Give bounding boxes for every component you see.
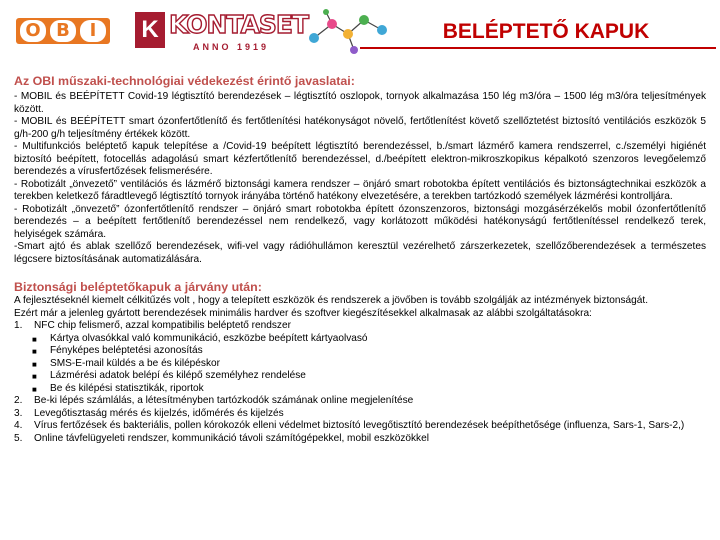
sub-list-item: ■ Lázmérési adatok belépí és kilépő személyhez rendelése xyxy=(32,370,306,381)
section1-paragraph: - MOBIL és BEÉPÍTETT Covid-19 légtisztító berendezések – légtisztító oszlopok, tornyok alkalmazása 150 lég m3/óra – 1500 lég m3/óra teljesítmények között. xyxy=(14,91,706,115)
section1-heading: Az OBI műszaki-technológiai védekezést érintő javaslatai: xyxy=(14,74,355,88)
page-title: BELÉPTETŐ KAPUK xyxy=(442,20,650,43)
header xyxy=(0,0,720,66)
list-item xyxy=(14,320,706,333)
sub-list-item: ■ Be és kilépési statisztikák, riportok xyxy=(32,382,204,394)
sub-list xyxy=(14,333,706,396)
kontaset-logo xyxy=(135,10,309,54)
square-bullet-icon: ■ xyxy=(32,372,37,381)
list-item xyxy=(14,433,706,446)
services-list xyxy=(14,320,706,333)
list-item xyxy=(14,395,706,408)
list-number: 1. xyxy=(14,320,23,331)
section2-intro: A fejlesztéseknél kiemelt célkitűzés volt , hogy a telepített eszközök és rendszerek a jövőben is tovább szolgálják az intézmények biztonságát. xyxy=(14,295,648,306)
title-underline xyxy=(360,47,716,49)
square-bullet-icon: ■ xyxy=(32,384,37,394)
sub-list-item: ■ Fényképes beléptetési azonosítás xyxy=(32,345,203,356)
section1-paragraph: - MOBIL és BEÉPÍTETT smart ózonfertőtlenítő és fertőtlenítési hatékonyságot növelő, fertőtlenítést követő szellőztetést biztosító ventilációs eszközök 5 g/h-200 g/h teljesítmény értékek között. xyxy=(14,116,706,140)
square-bullet-icon: ■ xyxy=(32,334,37,344)
list-item-text: Levegőtisztaság mérés és kijelzés, időmérés és kijelzés xyxy=(34,407,284,419)
content xyxy=(14,74,706,445)
square-bullet-icon: ■ xyxy=(32,347,37,356)
section1-paragraph: -Smart ajtó és ablak szellőző berendezések, wifi-vel vagy rádióhullámon keresztül vezérelhető zárszerkezetek, szellőzőberendezések a természetes légcsere biztosításának automatizálására. xyxy=(14,241,706,265)
section1-paragraph: - Robotizált „önvezető” ventilációs és lázmérő biztonsági kamera rendszer – önjáró smart robotokba épített ventilációs és biztonságtechnikai eszközök a terekben keletkező fáradtlevegő légtisztító tornyok irányába történő hatékony elvezetésére, a terekben tartózkodó személyek lázmérési kontrolljára. xyxy=(14,178,706,202)
list-item xyxy=(14,408,706,421)
list-number: 2. xyxy=(14,395,23,406)
kontaset-wordmark: KONTASET xyxy=(169,10,309,39)
sub-list-item: ■ Kártya olvasókkal való kommunikáció, eszközbe beépített kártyaolvasó xyxy=(32,332,368,344)
kontaset-year: ANNO 1919 xyxy=(193,42,270,52)
section1-paragraph: - Multifunkciós beléptető kapuk telepítése a /Covid-19 beépített légtisztító berendezéssel, b./smart lázmérő kamera rendszerrel, c./személyi higiénét biztosító beépített, fotocellás adagolású smart kézfertőtlenítő berendezéssel, d./beépített elektron-mikroszkopikus képalkotó szenzoros levegőelemző berendezés a vírusfertőzések felismerésére. xyxy=(14,141,706,177)
obi-logo: O B I xyxy=(16,18,110,44)
list-item xyxy=(14,420,706,433)
services-list-continued xyxy=(14,395,706,445)
kontaset-k-mark: K xyxy=(135,12,165,48)
section1-paragraph: - Robotizált „önvezető” ózonfertőtlenítő rendszer – önjáró smart robotokba épített ózonszenzoros, biztonsági mozgásérzékelős mobil ózonfertőtlenítő berendezés – a beépített fertőtlenítő berendezéssel nem rendelkező, vagy korlátozott működési hatékonyságú fertőtlenítéssel rendelkező terek, helyiségek számára. xyxy=(14,203,706,240)
square-bullet-icon: ■ xyxy=(32,359,37,369)
section2-heading: Biztonsági beléptetőkapuk a járvány után: xyxy=(14,280,262,294)
molecule-icon xyxy=(304,8,394,58)
list-item-text: Be-ki lépés számlálás, a létesítményben tartózkodók számának online megjelenítése xyxy=(34,395,414,406)
list-number: 5. xyxy=(14,432,23,444)
list-number: 4. xyxy=(14,420,23,431)
list-item-text: Vírus fertőzések és bakteriális, pollen kórokozók elleni védelmet biztosító levegőtisztító berendezések beépíthetősége (influenza, Sars-1, Sars-2,) xyxy=(34,420,685,431)
list-item-text: NFC chip felismerő, azzal kompatibilis beléptető rendszer xyxy=(34,320,291,331)
list-item-text: Online távfelügyeleti rendszer, kommunikáció távoli számítógépekkel, mobil eszközökkel xyxy=(34,432,429,444)
section2-intro: Ezért már a jelenleg gyártott berendezések minimális hardver és szoftver kiegészítésekkel alkalmasak az alábbi szolgáltatásokra: xyxy=(14,307,592,319)
sub-list-item: ■ SMS-E-mail küldés a be és kilépéskor xyxy=(32,357,220,369)
list-number: 3. xyxy=(14,407,23,419)
